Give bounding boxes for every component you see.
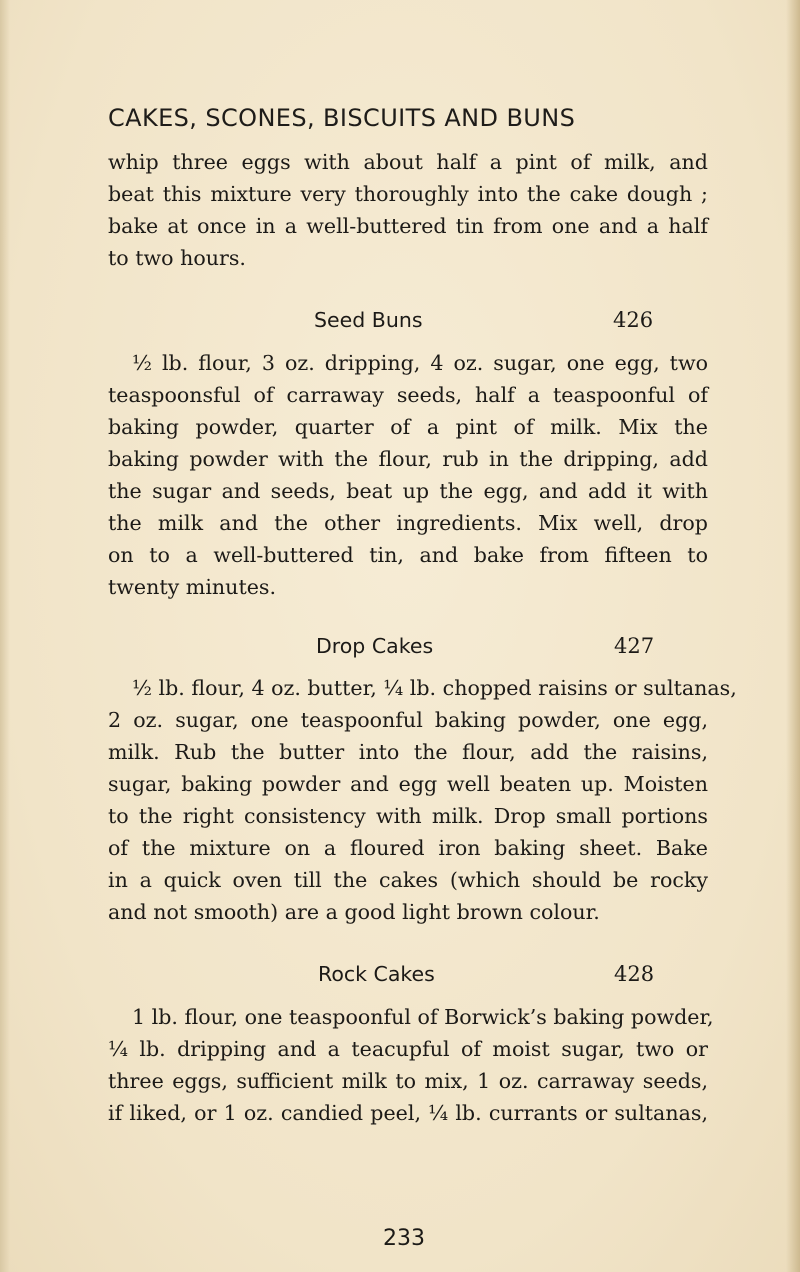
- recipe-line: to the right consistency with milk. Drop small portions: [108, 804, 708, 828]
- recipe-number: 426: [613, 308, 654, 332]
- recipe-line: twenty minutes.: [108, 575, 277, 599]
- recipe-line: ½ lb. flour, 4 oz. butter, ¼ lb. chopped raisins or sultanas,: [132, 676, 737, 700]
- recipe-title: Rock Cakes: [318, 962, 435, 986]
- intro-line: beat this mixture very thoroughly into the cake dough ;: [108, 182, 708, 206]
- recipe-line: ¼ lb. dripping and a teacupful of moist sugar, two or: [108, 1037, 708, 1061]
- page-edge-right: [786, 0, 800, 1272]
- recipe-number: 427: [614, 634, 655, 658]
- recipe-line: ½ lb. flour, 3 oz. dripping, 4 oz. sugar, one egg, two: [132, 351, 708, 375]
- intro-line: whip three eggs with about half a pint of milk, and: [108, 150, 708, 174]
- recipe-line: milk. Rub the butter into the flour, add the raisins,: [108, 740, 708, 764]
- recipe-line: baking powder with the flour, rub in the dripping, add: [108, 447, 708, 471]
- recipe-line: the sugar and seeds, beat up the egg, and add it with: [108, 479, 708, 503]
- intro-line: bake at once in a well-buttered tin from one and a half: [108, 214, 708, 238]
- recipe-line: 2 oz. sugar, one teaspoonful baking powder, one egg,: [108, 708, 708, 732]
- recipe-line: 1 lb. flour, one teaspoonful of Borwick’s baking powder,: [132, 1005, 714, 1029]
- recipe-line: on to a well-buttered tin, and bake from fifteen to: [108, 543, 708, 567]
- recipe-line: teaspoonsful of carraway seeds, half a teaspoonful of: [108, 383, 708, 407]
- recipe-line: the milk and the other ingredients. Mix well, drop: [108, 511, 708, 535]
- recipe-title: Drop Cakes: [316, 634, 434, 658]
- recipe-line: of the mixture on a floured iron baking sheet. Bake: [108, 836, 708, 860]
- recipe-line: in a quick oven till the cakes (which should be rocky: [108, 868, 708, 892]
- recipe-line: sugar, baking powder and egg well beaten up. Moisten: [108, 772, 708, 796]
- recipe-line: if liked, or 1 oz. candied peel, ¼ lb. currants or sultanas,: [108, 1101, 708, 1125]
- recipe-line: baking powder, quarter of a pint of milk. Mix the: [108, 415, 708, 439]
- recipe-title: Seed Buns: [314, 308, 423, 332]
- page-number: 233: [383, 1226, 425, 1251]
- intro-line: to two hours.: [108, 246, 246, 270]
- page-edge-left: [0, 0, 10, 1272]
- running-head: CAKES, SCONES, BISCUITS AND BUNS: [108, 104, 576, 132]
- recipe-line: and not smooth) are a good light brown colour.: [108, 900, 600, 924]
- recipe-line: three eggs, sufficient milk to mix, 1 oz. carraway seeds,: [108, 1069, 708, 1093]
- recipe-number: 428: [614, 962, 655, 986]
